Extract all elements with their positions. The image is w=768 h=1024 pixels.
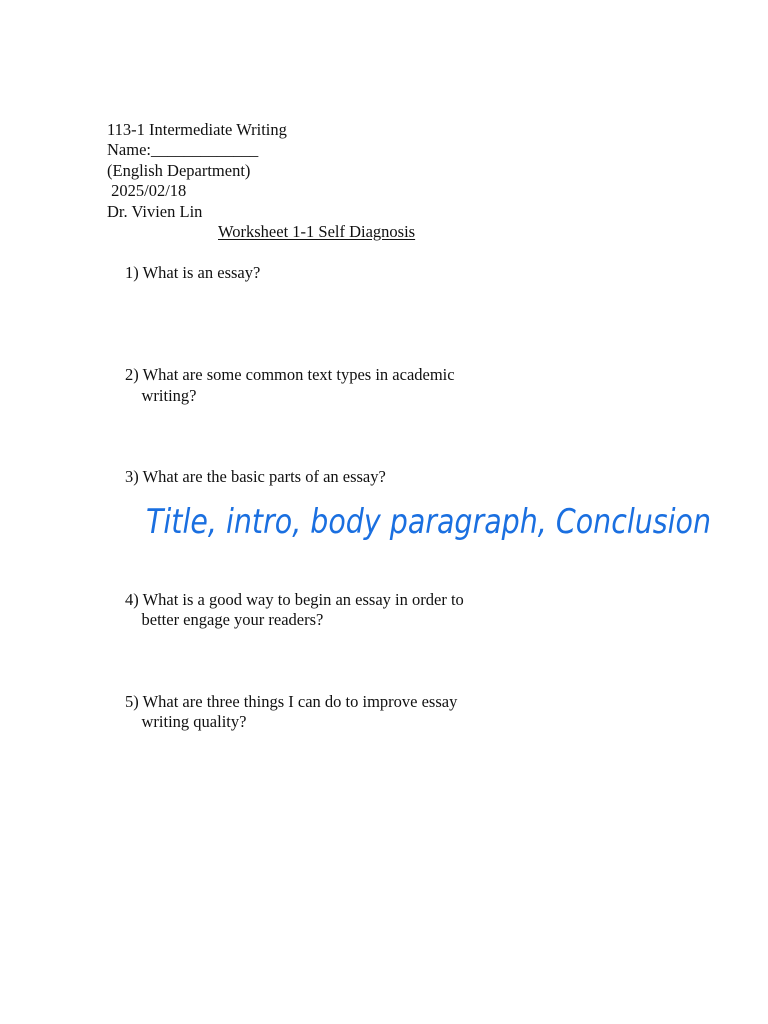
- course-title: 113-1 Intermediate Writing: [107, 120, 287, 139]
- question-4-line-2: better engage your readers?: [125, 610, 324, 629]
- question-2-line-2: writing?: [125, 386, 197, 405]
- instructor-name: Dr. Vivien Lin: [107, 202, 203, 221]
- question-5-line-1: 5) What are three things I can do to improve essay: [125, 692, 458, 711]
- handwritten-answer-text: Title, intro, body paragraph, Conclusion: [146, 502, 711, 542]
- handwritten-answer-q3: [146, 495, 716, 565]
- worksheet-title: Worksheet 1-1 Self Diagnosis: [218, 222, 416, 241]
- date-label: 2025/02/18: [107, 181, 187, 200]
- question-4-line-1: 4) What is a good way to begin an essay in order to: [125, 590, 464, 609]
- department-label: (English Department): [107, 161, 251, 180]
- question-5-line-2: writing quality?: [125, 712, 247, 731]
- question-2-line-1: 2) What are some common text types in academic: [125, 365, 455, 384]
- question-3-line-1: 3) What are the basic parts of an essay?: [125, 467, 386, 486]
- name-field-label: Name:_____________: [107, 140, 259, 159]
- question-1-line-1: 1) What is an essay?: [125, 263, 261, 282]
